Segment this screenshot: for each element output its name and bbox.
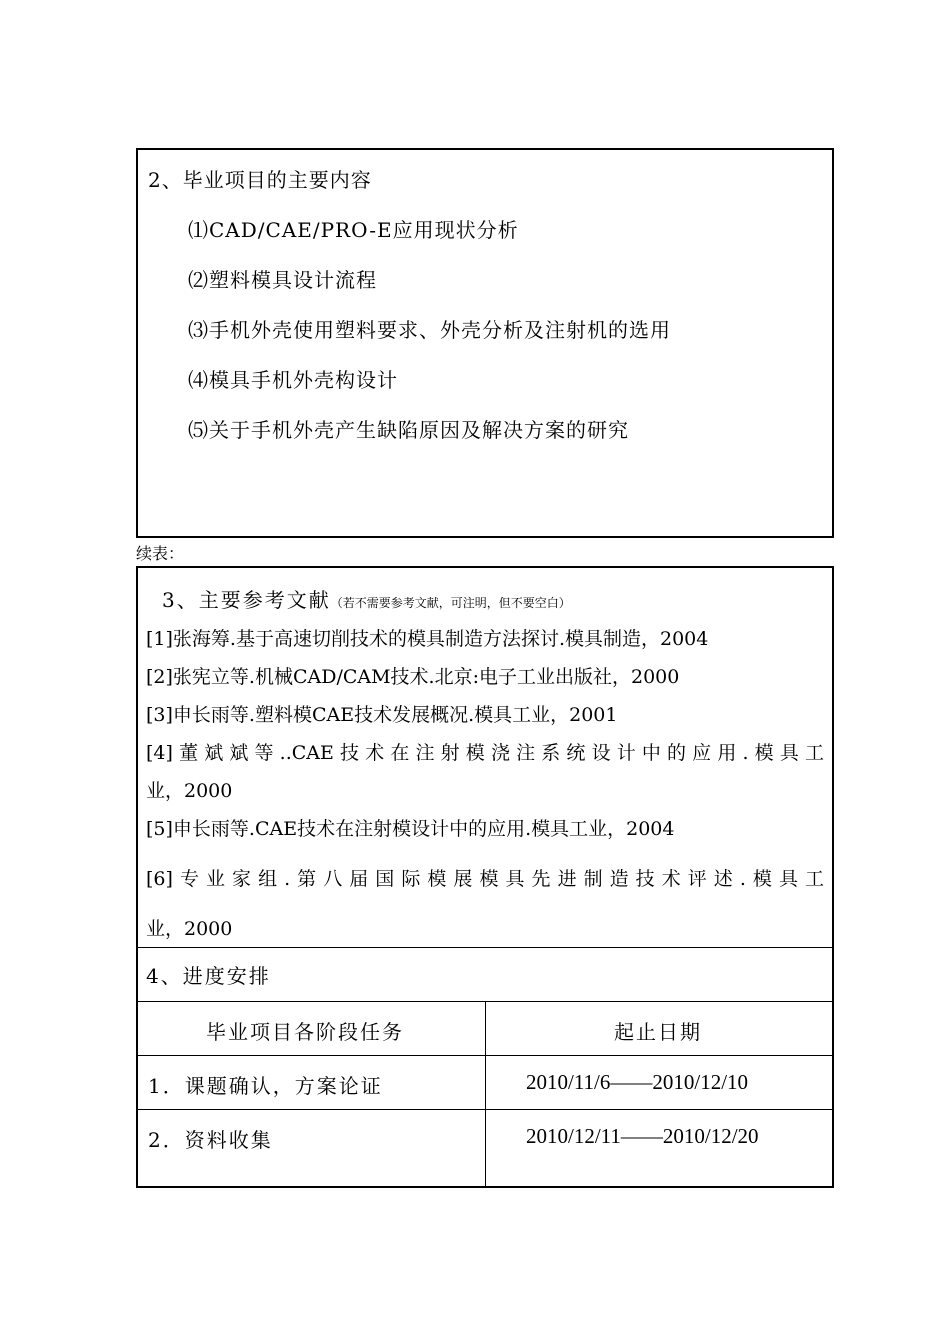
date-cell: 2010/12/11——2010/12/20 [526, 1124, 759, 1148]
table-row [138, 1110, 832, 1186]
main-content-box [136, 148, 834, 538]
column-header: 毕业项目各阶段任务 [206, 1020, 404, 1044]
reference-item: 业，2000 [146, 918, 233, 940]
section-heading: 4、进度安排 [146, 964, 271, 988]
content-item: ⑷模具手机外壳构设计 [188, 368, 398, 392]
references-section [138, 568, 832, 948]
section-heading: 2、毕业项目的主要内容 [148, 168, 372, 192]
reference-item: [4]董斌斌等..CAE技术在注射模浇注系统设计中的应用.模具工 [146, 742, 824, 764]
reference-item: [1]张海筹.基于高速切削技术的模具制造方法探讨.模具制造，2004 [146, 628, 709, 650]
schedule-heading-row [138, 948, 832, 1002]
schedule-table [138, 1002, 832, 1186]
reference-item: [5]申长雨等.CAE技术在注射模设计中的应用.模具工业，2004 [146, 818, 675, 840]
date-cell: 2010/11/6——2010/12/10 [526, 1070, 749, 1094]
content-item: ⑶手机外壳使用塑料要求、外壳分析及注射机的选用 [188, 318, 671, 342]
continued-label: 续表： [136, 544, 185, 563]
content-item: ⑸关于手机外壳产生缺陷原因及解决方案的研究 [188, 418, 629, 442]
task-cell: 2．资料收集 [148, 1128, 273, 1152]
reference-item: 业，2000 [146, 780, 233, 802]
reference-item: [6]专业家组.第八届国际模展模具先进制造技术评述.模具工 [146, 868, 824, 890]
references-note: （若不需要参考文献，可注明，但不要空白） [330, 596, 571, 610]
reference-item: [2]张宪立等.机械CAD/CAM技术.北京:电子工业出版社，2000 [146, 666, 680, 688]
table-header-row [138, 1002, 832, 1056]
content-item: ⑵塑料模具设计流程 [188, 268, 377, 292]
content-item: ⑴CAD/CAE/PRO-E应用现状分析 [188, 218, 519, 242]
table-row [138, 1056, 832, 1110]
reference-item: [3]申长雨等.塑料模CAE技术发展概况.模具工业，2001 [146, 704, 618, 726]
section-heading [162, 584, 571, 613]
task-cell: 1．课题确认，方案论证 [148, 1074, 383, 1098]
column-header: 起止日期 [614, 1020, 702, 1044]
references-heading: 3、主要参考文献 [162, 588, 331, 612]
form-table [136, 566, 834, 1188]
